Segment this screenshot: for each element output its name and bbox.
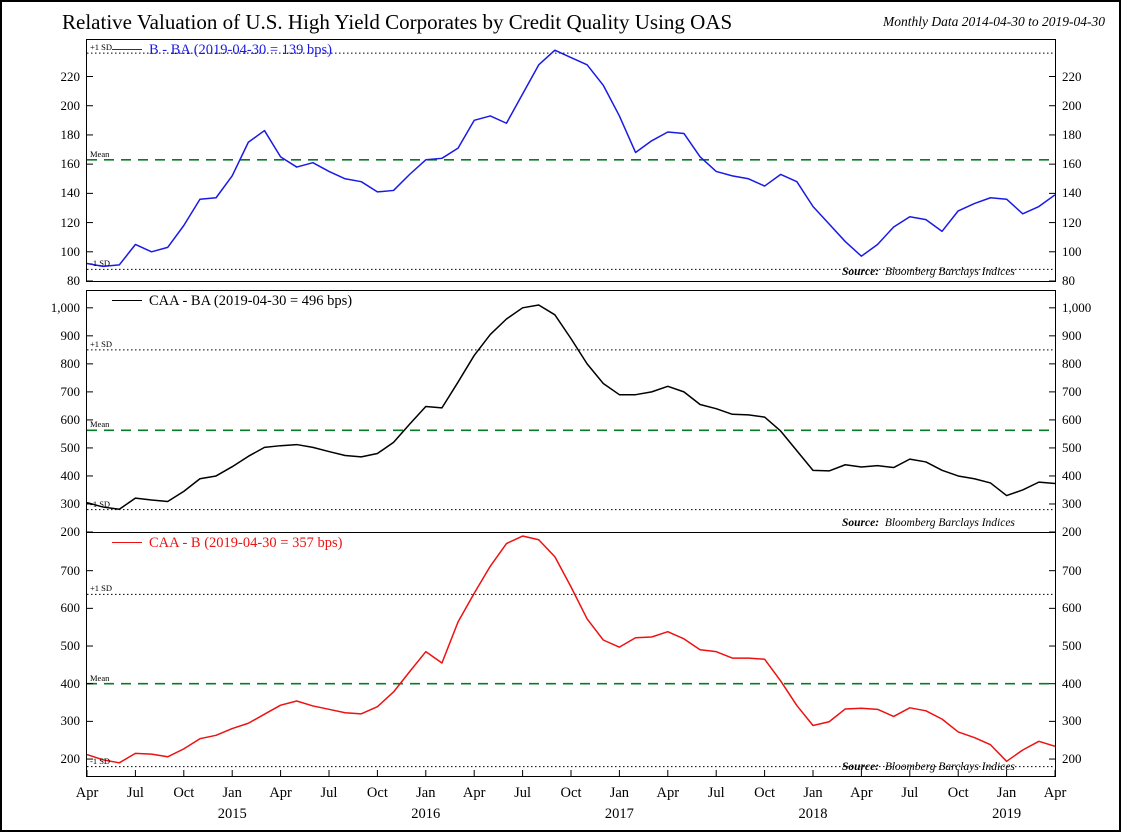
- chart-panel-b-minus-ba: [86, 39, 1056, 282]
- source-note-panel3: [842, 761, 1015, 773]
- y-axis-tick-left: 800: [60, 355, 80, 371]
- x-axis-tick: Jan: [609, 785, 630, 801]
- legend-label: CAA - BA (2019-04-30 = 496 bps): [149, 293, 353, 309]
- band-label-mean: Mean: [90, 672, 110, 683]
- y-axis-tick-left: 200: [60, 97, 80, 113]
- y-axis-tick-left: 500: [60, 439, 80, 455]
- y-axis-tick-left: 500: [60, 638, 80, 654]
- x-axis-tick: Jan: [996, 785, 1017, 801]
- x-axis-tick: Jul: [901, 785, 919, 801]
- y-axis-tick-right: 800: [1062, 355, 1082, 371]
- chart-panel-caa-minus-ba: [86, 290, 1056, 533]
- plot-area-caa-minus-b: [87, 533, 1055, 776]
- x-axis-year-label: 2017: [604, 806, 634, 822]
- y-axis-tick-left: 120: [60, 214, 80, 230]
- y-axis-tick-left: 140: [60, 185, 80, 201]
- legend-label: B - BA (2019-04-30 = 139 bps): [149, 42, 332, 58]
- source-note-panel2: [842, 517, 1015, 529]
- legend-line-swatch: [112, 542, 142, 543]
- plot-area-b-minus-ba: [87, 40, 1055, 281]
- x-axis-tick: Jan: [803, 785, 823, 801]
- source-prefix: Source:: [842, 517, 880, 529]
- x-axis-year-label: 2019: [992, 806, 1022, 822]
- legend-caa-minus-ba: [112, 293, 352, 310]
- y-axis-tick-left: 700: [60, 562, 80, 578]
- y-axis-tick-left: 100: [60, 243, 80, 259]
- legend-line-swatch: [112, 49, 142, 50]
- x-axis-tick: Jan: [222, 785, 242, 801]
- source-name: Bloomberg Barclays Indices: [884, 266, 1015, 278]
- y-axis-tick-right: 600: [1062, 600, 1082, 616]
- y-axis-tick-left: 400: [60, 675, 80, 691]
- y-axis-tick-left: 220: [60, 68, 80, 84]
- y-axis-tick-right: 160: [1062, 156, 1082, 172]
- x-axis-tick: Jul: [126, 785, 144, 801]
- y-axis-tick-right: 200: [1062, 751, 1082, 767]
- y-axis-tick-right: 700: [1062, 383, 1082, 399]
- x-axis-tick: Oct: [560, 785, 582, 801]
- legend-line-swatch: [112, 300, 142, 301]
- y-axis-tick-right: 220: [1062, 68, 1082, 84]
- y-axis-tick-right: 300: [1062, 713, 1082, 729]
- y-axis-tick-left: 300: [60, 713, 80, 729]
- y-axis-tick-right: 200: [1062, 524, 1082, 539]
- y-axis-tick-right: 700: [1062, 562, 1082, 578]
- source-name: Bloomberg Barclays Indices: [884, 761, 1015, 773]
- y-axis-tick-right: 80: [1062, 273, 1075, 288]
- y-axis-tick-right: 500: [1062, 439, 1082, 455]
- x-axis-tick: Jul: [320, 785, 338, 801]
- band-label-plus-sd: +1 SD: [90, 338, 113, 349]
- y-axis-tick-right: 1,000: [1062, 299, 1092, 315]
- legend-b-minus-ba: [112, 42, 332, 59]
- page-title: Relative Valuation of U.S. High Yield Corporates by Credit Quality Using OAS: [62, 10, 733, 34]
- y-axis-tick-left: 400: [60, 467, 80, 483]
- y-axis-tick-right: 500: [1062, 638, 1082, 654]
- band-label-plus-sd: +1 SD: [90, 42, 113, 53]
- source-note-panel1: [842, 266, 1015, 278]
- band-label-mean: Mean: [90, 148, 110, 159]
- x-axis-tick: Jul: [514, 785, 532, 801]
- y-axis-tick-right: 300: [1062, 495, 1082, 511]
- y-axis-tick-right: 100: [1062, 243, 1082, 259]
- source-prefix: Source:: [842, 761, 880, 773]
- band-label-minus-sd: -1 SD: [90, 498, 111, 509]
- band-label-mean: Mean: [90, 419, 110, 430]
- y-axis-tick-right: 400: [1062, 467, 1082, 483]
- x-axis-year-label: 2018: [798, 806, 828, 822]
- y-axis-tick-left: 80: [67, 273, 80, 288]
- x-axis-tick: Oct: [754, 785, 776, 801]
- y-axis-tick-left: 900: [60, 327, 80, 343]
- band-label-minus-sd: -1 SD: [90, 755, 111, 766]
- y-axis-tick-left: 700: [60, 383, 80, 399]
- legend-caa-minus-b: [112, 535, 342, 552]
- x-axis-tick: Apr: [1043, 785, 1067, 801]
- y-axis-tick-right: 120: [1062, 214, 1082, 230]
- band-label-plus-sd: +1 SD: [90, 583, 113, 594]
- band-label-minus-sd: -1 SD: [90, 258, 111, 269]
- legend-label: CAA - B (2019-04-30 = 357 bps): [149, 535, 343, 551]
- y-axis-tick-right: 140: [1062, 185, 1082, 201]
- y-axis-tick-left: 600: [60, 600, 80, 616]
- plot-area-caa-minus-ba: [87, 291, 1055, 532]
- y-axis-tick-right: 180: [1062, 126, 1082, 142]
- y-axis-tick-left: 160: [60, 156, 80, 172]
- y-axis-tick-left: 200: [60, 751, 80, 767]
- chart-panel-caa-minus-b: [86, 532, 1056, 777]
- y-axis-tick-right: 900: [1062, 327, 1082, 343]
- y-axis-tick-left: 1,000: [50, 299, 80, 315]
- x-axis-tick: Jan: [416, 785, 436, 801]
- y-axis-tick-left: 600: [60, 411, 80, 427]
- x-axis-tick: Jul: [707, 785, 725, 801]
- x-axis-tick: Apr: [75, 785, 99, 801]
- source-prefix: Source:: [842, 266, 880, 278]
- x-axis-tick: Apr: [656, 785, 680, 801]
- x-axis-year-label: 2015: [217, 806, 247, 822]
- x-axis-tick: Oct: [947, 785, 969, 801]
- x-axis-tick: Apr: [269, 785, 292, 801]
- x-axis-tick: Apr: [462, 785, 486, 801]
- series-line: [87, 50, 1055, 269]
- y-axis-tick-right: 400: [1062, 675, 1082, 691]
- source-name: Bloomberg Barclays Indices: [884, 517, 1015, 529]
- x-axis-year-label: 2016: [411, 806, 441, 822]
- y-axis-tick-left: 300: [60, 495, 80, 511]
- y-axis-tick-right: 200: [1062, 97, 1082, 113]
- x-axis-tick: Oct: [173, 785, 195, 801]
- x-axis-tick: Oct: [366, 785, 388, 801]
- y-axis-tick-right: 600: [1062, 411, 1082, 427]
- series-line: [87, 305, 1055, 509]
- series-line: [87, 536, 1055, 763]
- y-axis-tick-left: 180: [60, 126, 80, 142]
- x-axis-tick: Apr: [850, 785, 873, 801]
- data-range-subtitle: Monthly Data 2014-04-30 to 2019-04-30: [883, 14, 1105, 29]
- y-axis-tick-left: 200: [60, 524, 80, 539]
